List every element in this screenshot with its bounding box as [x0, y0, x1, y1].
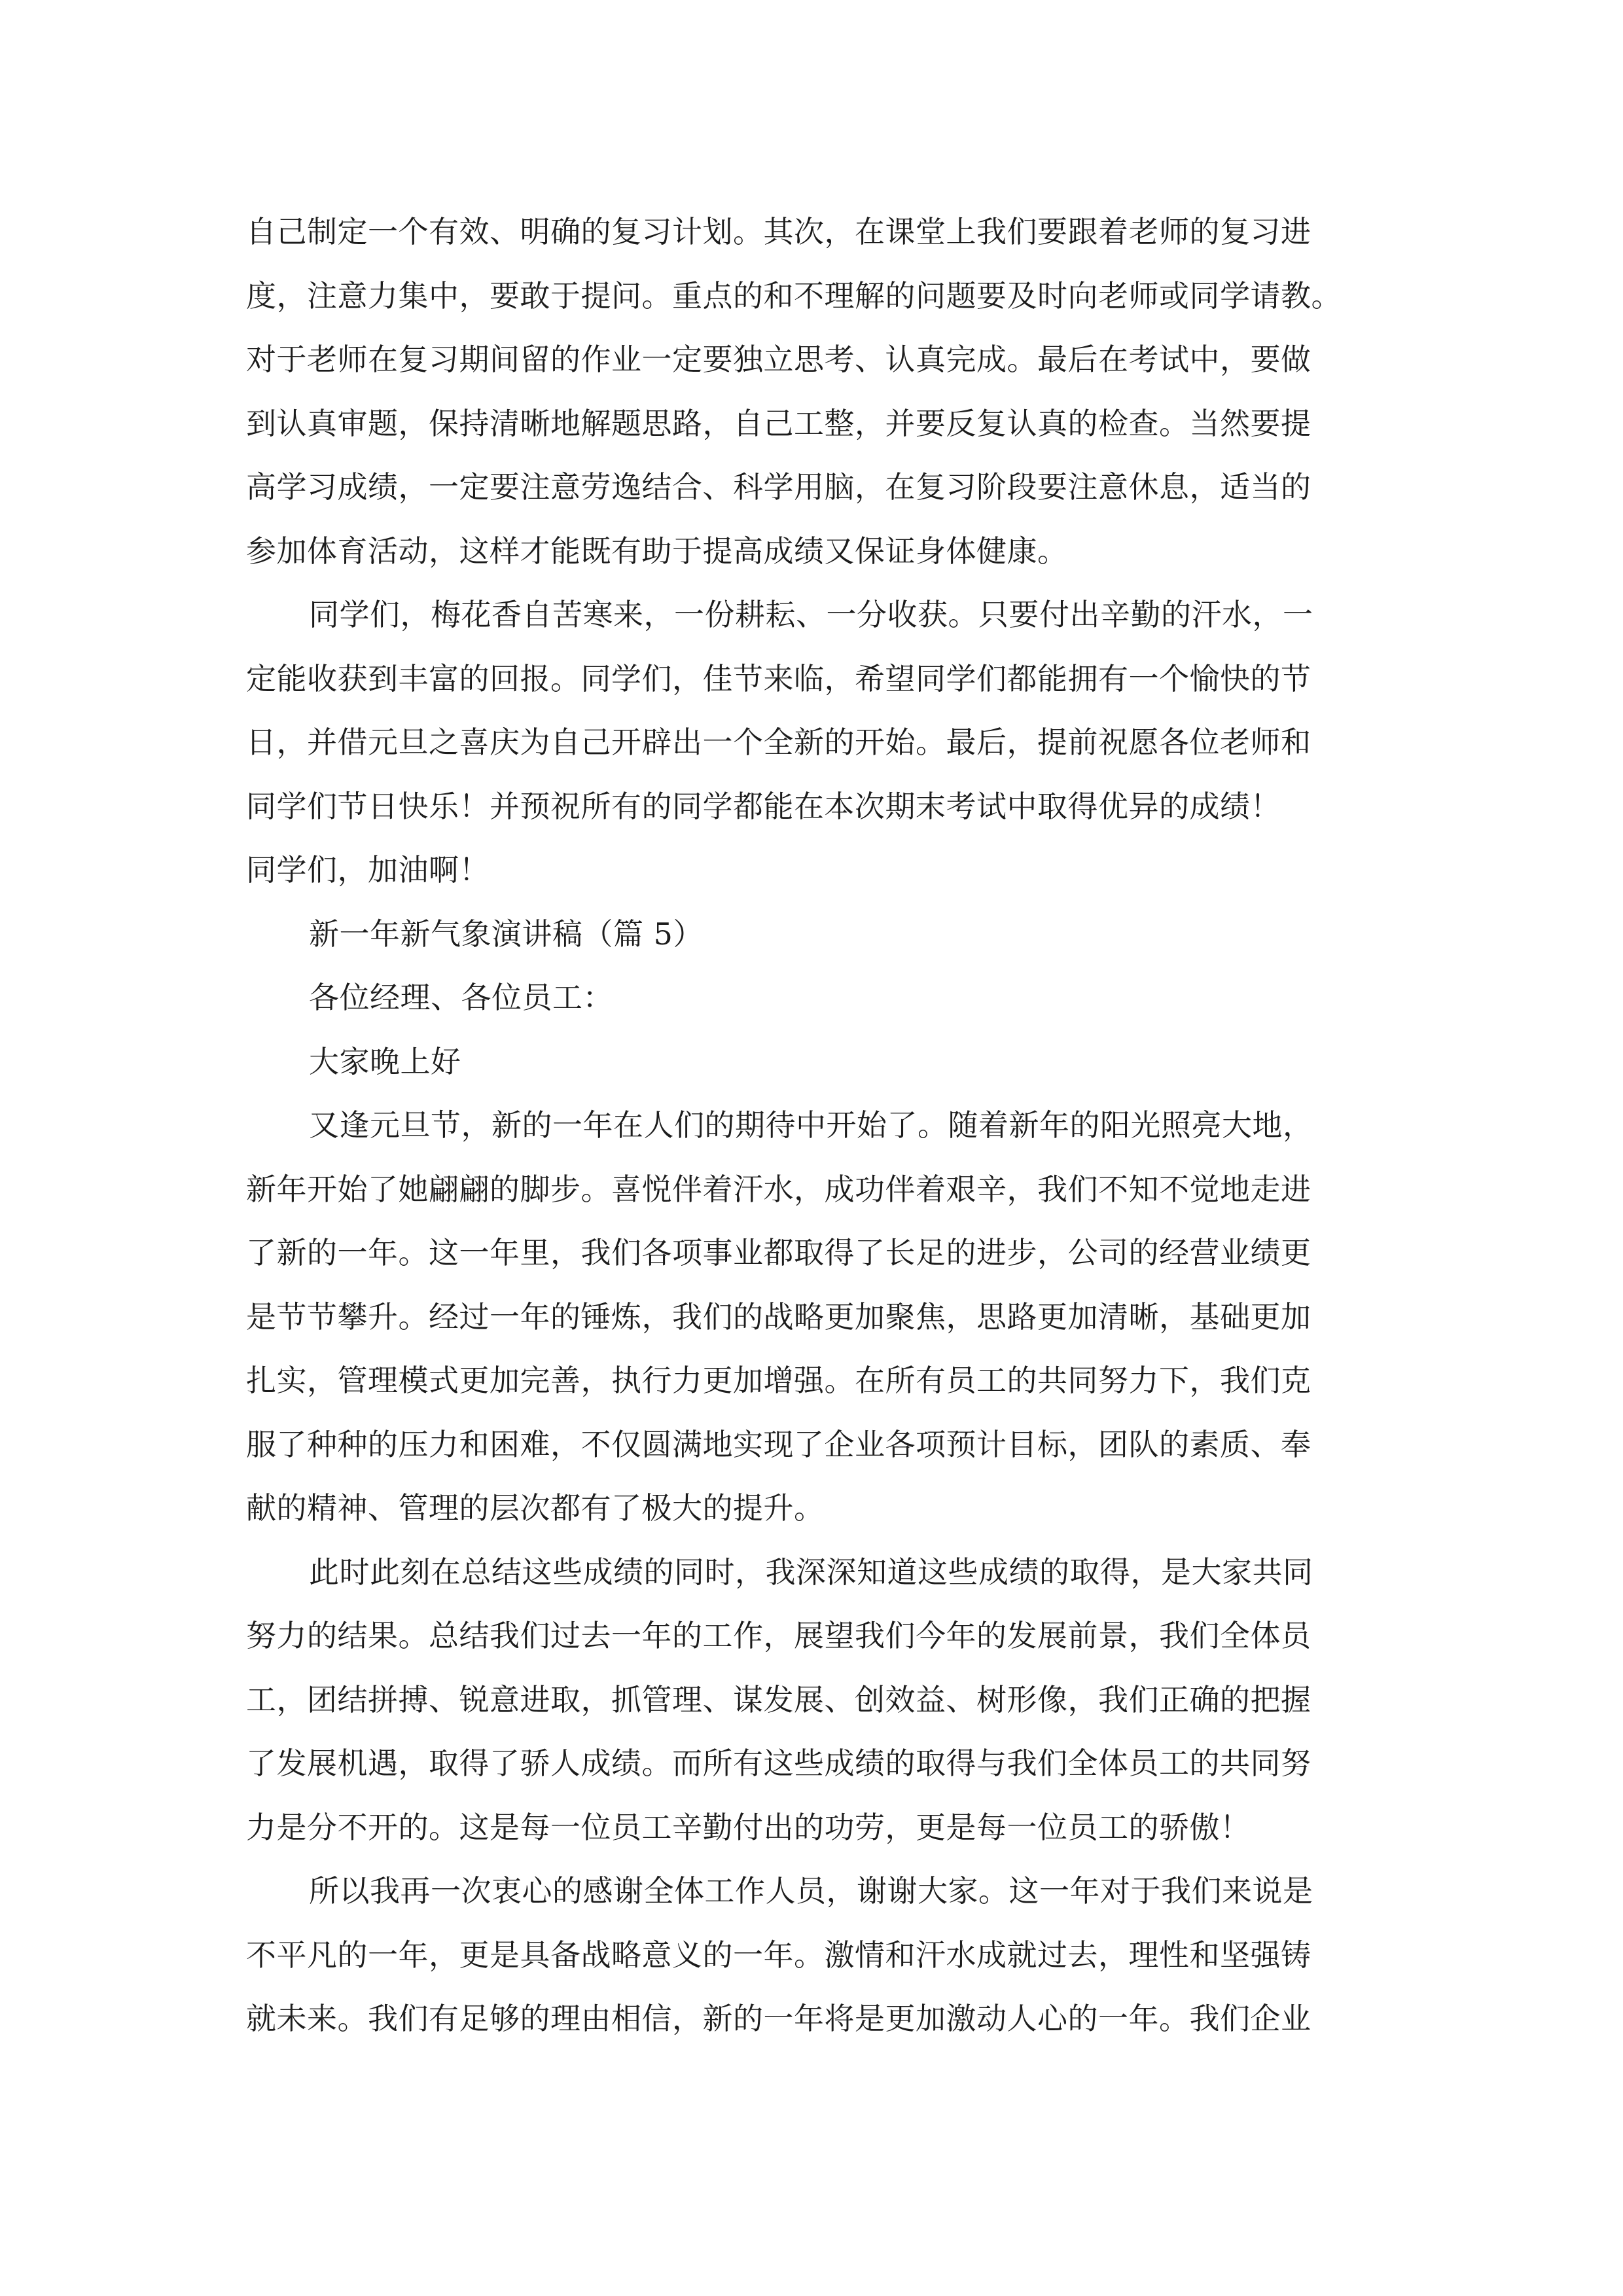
- text-line: 献的精神、管理的层次都有了极大的提升。: [246, 1490, 825, 1526]
- text-line: 了新的一年。这一年里，我们各项事业都取得了长足的进步，公司的经营业绩更: [246, 1235, 1311, 1270]
- text-line: 了发展机遇，取得了骄人成绩。而所有这些成绩的取得与我们全体员工的共同努: [246, 1746, 1311, 1781]
- text-line: 是节节攀升。经过一年的锤炼，我们的战略更加聚焦，思路更加清晰，基础更加: [246, 1299, 1311, 1335]
- text-line: 日，并借元旦之喜庆为自己开辟出一个全新的开始。最后，提前祝愿各位老师和: [246, 725, 1311, 760]
- text-line: 努力的结果。总结我们过去一年的工作，展望我们今年的发展前景，我们全体员: [246, 1618, 1311, 1653]
- text-line: 同学们，加油啊！: [246, 852, 490, 888]
- text-line: 自己制定一个有效、明确的复习计划。其次，在课堂上我们要跟着老师的复习进: [246, 214, 1311, 249]
- text-line: 到认真审题，保持清晰地解题思路，自己工整，并要反复认真的检查。当然要提: [246, 405, 1311, 441]
- text-line: 又逢元旦节，新的一年在人们的期待中开始了。随着新年的阳光照亮大地，: [309, 1107, 1313, 1143]
- text-line: 不平凡的一年，更是具备战略意义的一年。激情和汗水成就过去，理性和坚强铸: [246, 1937, 1311, 1973]
- document-body: [246, 200, 1385, 2051]
- text-line: 此时此刻在总结这些成绩的同时，我深深知道这些成绩的取得，是大家共同: [309, 1554, 1313, 1590]
- text-line: 同学们节日快乐！并预祝所有的同学都能在本次期末考试中取得优异的成绩！: [246, 788, 1281, 824]
- text-line: 工，团结拼搏、锐意进取，抓管理、谋发展、创效益、树形像，我们正确的把握: [246, 1681, 1311, 1717]
- text-line: 定能收获到丰富的回报。同学们，佳节来临，希望同学们都能拥有一个愉快的节: [246, 660, 1311, 696]
- text-line: 新一年新气象演讲稿（篇 5）: [309, 916, 704, 952]
- text-line: 服了种种的压力和困难，不仅圆满地实现了企业各项预计目标，团队的素质、奉: [246, 1426, 1311, 1462]
- text-line: 新年开始了她翩翩的脚步。喜悦伴着汗水，成功伴着艰辛，我们不知不觉地走进: [246, 1171, 1311, 1207]
- text-line: 同学们，梅花香自苦寒来，一份耕耘、一分收获。只要付出辛勤的汗水，一: [309, 597, 1313, 632]
- text-line: 高学习成绩，一定要注意劳逸结合、科学用脑，在复习阶段要注意休息，适当的: [246, 469, 1311, 505]
- text-line: 对于老师在复习期间留的作业一定要独立思考、认真完成。最后在考试中，要做: [246, 342, 1311, 377]
- text-line: 大家晚上好: [309, 1043, 461, 1079]
- text-line: 各位经理、各位员工：: [309, 980, 613, 1015]
- text-line: 扎实，管理模式更加完善，执行力更加增强。在所有员工的共同努力下，我们克: [246, 1363, 1311, 1398]
- text-line: 就未来。我们有足够的理由相信，新的一年将是更加激动人心的一年。我们企业: [246, 2001, 1311, 2036]
- text-line: 所以我再一次衷心的感谢全体工作人员，谢谢大家。这一年对于我们来说是: [309, 1873, 1313, 1909]
- text-line: 参加体育活动，这样才能既有助于提高成绩又保证身体健康。: [246, 533, 1068, 569]
- text-line: 度，注意力集中，要敢于提问。重点的和不理解的问题要及时向老师或同学请教。: [246, 278, 1342, 314]
- text-line: 力是分不开的。这是每一位员工辛勤付出的功劳，更是每一位员工的骄傲！: [246, 1809, 1251, 1845]
